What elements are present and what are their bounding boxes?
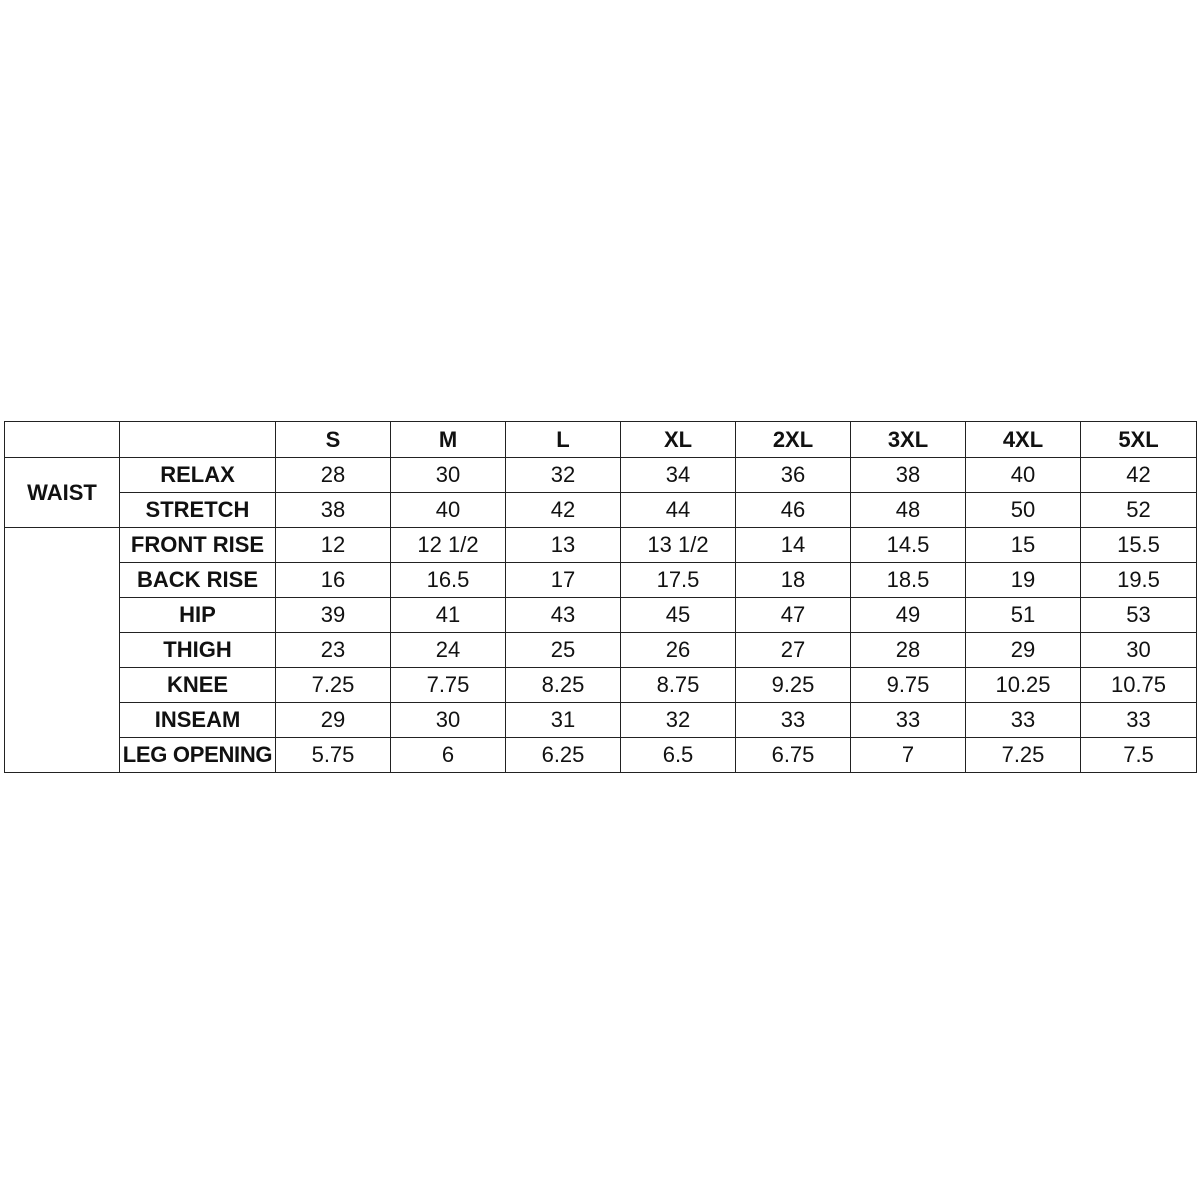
value-cell: 24 bbox=[391, 633, 506, 668]
value-cell: 5.75 bbox=[276, 738, 391, 773]
row-label: FRONT RISE bbox=[120, 528, 276, 563]
value-cell: 7 bbox=[851, 738, 966, 773]
value-cell: 47 bbox=[736, 598, 851, 633]
value-cell: 26 bbox=[621, 633, 736, 668]
size-header-row bbox=[5, 422, 1197, 458]
value-cell: 18.5 bbox=[851, 563, 966, 598]
table-row bbox=[5, 528, 1197, 563]
value-cell: 50 bbox=[966, 493, 1081, 528]
row-label: INSEAM bbox=[120, 703, 276, 738]
row-label: BACK RISE bbox=[120, 563, 276, 598]
value-cell: 27 bbox=[736, 633, 851, 668]
table-row bbox=[5, 633, 1197, 668]
value-cell: 17.5 bbox=[621, 563, 736, 598]
row-label: RELAX bbox=[120, 458, 276, 493]
value-cell: 6 bbox=[391, 738, 506, 773]
value-cell: 23 bbox=[276, 633, 391, 668]
value-cell: 39 bbox=[276, 598, 391, 633]
value-cell: 48 bbox=[851, 493, 966, 528]
value-cell: 8.25 bbox=[506, 668, 621, 703]
value-cell: 7.25 bbox=[276, 668, 391, 703]
size-header-cell: L bbox=[506, 422, 621, 458]
corner-cell-label bbox=[120, 422, 276, 458]
group-label-other bbox=[5, 528, 120, 773]
value-cell: 12 1/2 bbox=[391, 528, 506, 563]
table-row bbox=[5, 668, 1197, 703]
value-cell: 29 bbox=[276, 703, 391, 738]
value-cell: 9.25 bbox=[736, 668, 851, 703]
value-cell: 40 bbox=[966, 458, 1081, 493]
value-cell: 28 bbox=[276, 458, 391, 493]
value-cell: 33 bbox=[966, 703, 1081, 738]
value-cell: 12 bbox=[276, 528, 391, 563]
value-cell: 31 bbox=[506, 703, 621, 738]
value-cell: 40 bbox=[391, 493, 506, 528]
value-cell: 46 bbox=[736, 493, 851, 528]
value-cell: 38 bbox=[851, 458, 966, 493]
table-row bbox=[5, 563, 1197, 598]
corner-cell-group bbox=[5, 422, 120, 458]
value-cell: 8.75 bbox=[621, 668, 736, 703]
value-cell: 7.75 bbox=[391, 668, 506, 703]
size-header-cell: 3XL bbox=[851, 422, 966, 458]
value-cell: 28 bbox=[851, 633, 966, 668]
value-cell: 16.5 bbox=[391, 563, 506, 598]
value-cell: 53 bbox=[1081, 598, 1197, 633]
size-header-cell: 4XL bbox=[966, 422, 1081, 458]
row-label: STRETCH bbox=[120, 493, 276, 528]
size-header-cell: 5XL bbox=[1081, 422, 1197, 458]
size-header-cell: 2XL bbox=[736, 422, 851, 458]
value-cell: 34 bbox=[621, 458, 736, 493]
value-cell: 19.5 bbox=[1081, 563, 1197, 598]
size-header-cell: XL bbox=[621, 422, 736, 458]
size-header-cell: S bbox=[276, 422, 391, 458]
row-label: HIP bbox=[120, 598, 276, 633]
value-cell: 6.5 bbox=[621, 738, 736, 773]
value-cell: 14 bbox=[736, 528, 851, 563]
value-cell: 38 bbox=[276, 493, 391, 528]
row-label: KNEE bbox=[120, 668, 276, 703]
value-cell: 18 bbox=[736, 563, 851, 598]
table-row bbox=[5, 738, 1197, 773]
value-cell: 6.75 bbox=[736, 738, 851, 773]
value-cell: 32 bbox=[506, 458, 621, 493]
row-label: THIGH bbox=[120, 633, 276, 668]
value-cell: 17 bbox=[506, 563, 621, 598]
value-cell: 10.75 bbox=[1081, 668, 1197, 703]
table-row bbox=[5, 493, 1197, 528]
value-cell: 14.5 bbox=[851, 528, 966, 563]
table-row bbox=[5, 703, 1197, 738]
value-cell: 29 bbox=[966, 633, 1081, 668]
row-label: LEG OPENING bbox=[120, 738, 276, 773]
value-cell: 33 bbox=[1081, 703, 1197, 738]
value-cell: 13 bbox=[506, 528, 621, 563]
table-row bbox=[5, 458, 1197, 493]
value-cell: 51 bbox=[966, 598, 1081, 633]
value-cell: 30 bbox=[391, 458, 506, 493]
value-cell: 9.75 bbox=[851, 668, 966, 703]
value-cell: 32 bbox=[621, 703, 736, 738]
value-cell: 36 bbox=[736, 458, 851, 493]
value-cell: 19 bbox=[966, 563, 1081, 598]
size-chart-table bbox=[4, 421, 1197, 773]
value-cell: 41 bbox=[391, 598, 506, 633]
value-cell: 49 bbox=[851, 598, 966, 633]
value-cell: 52 bbox=[1081, 493, 1197, 528]
value-cell: 15.5 bbox=[1081, 528, 1197, 563]
group-label-waist: WAIST bbox=[5, 458, 120, 528]
value-cell: 33 bbox=[736, 703, 851, 738]
value-cell: 13 1/2 bbox=[621, 528, 736, 563]
size-header-cell: M bbox=[391, 422, 506, 458]
table-row bbox=[5, 598, 1197, 633]
value-cell: 25 bbox=[506, 633, 621, 668]
value-cell: 7.25 bbox=[966, 738, 1081, 773]
value-cell: 33 bbox=[851, 703, 966, 738]
value-cell: 16 bbox=[276, 563, 391, 598]
value-cell: 30 bbox=[391, 703, 506, 738]
value-cell: 42 bbox=[1081, 458, 1197, 493]
value-cell: 7.5 bbox=[1081, 738, 1197, 773]
value-cell: 10.25 bbox=[966, 668, 1081, 703]
value-cell: 42 bbox=[506, 493, 621, 528]
value-cell: 45 bbox=[621, 598, 736, 633]
value-cell: 43 bbox=[506, 598, 621, 633]
value-cell: 15 bbox=[966, 528, 1081, 563]
value-cell: 44 bbox=[621, 493, 736, 528]
value-cell: 30 bbox=[1081, 633, 1197, 668]
value-cell: 6.25 bbox=[506, 738, 621, 773]
